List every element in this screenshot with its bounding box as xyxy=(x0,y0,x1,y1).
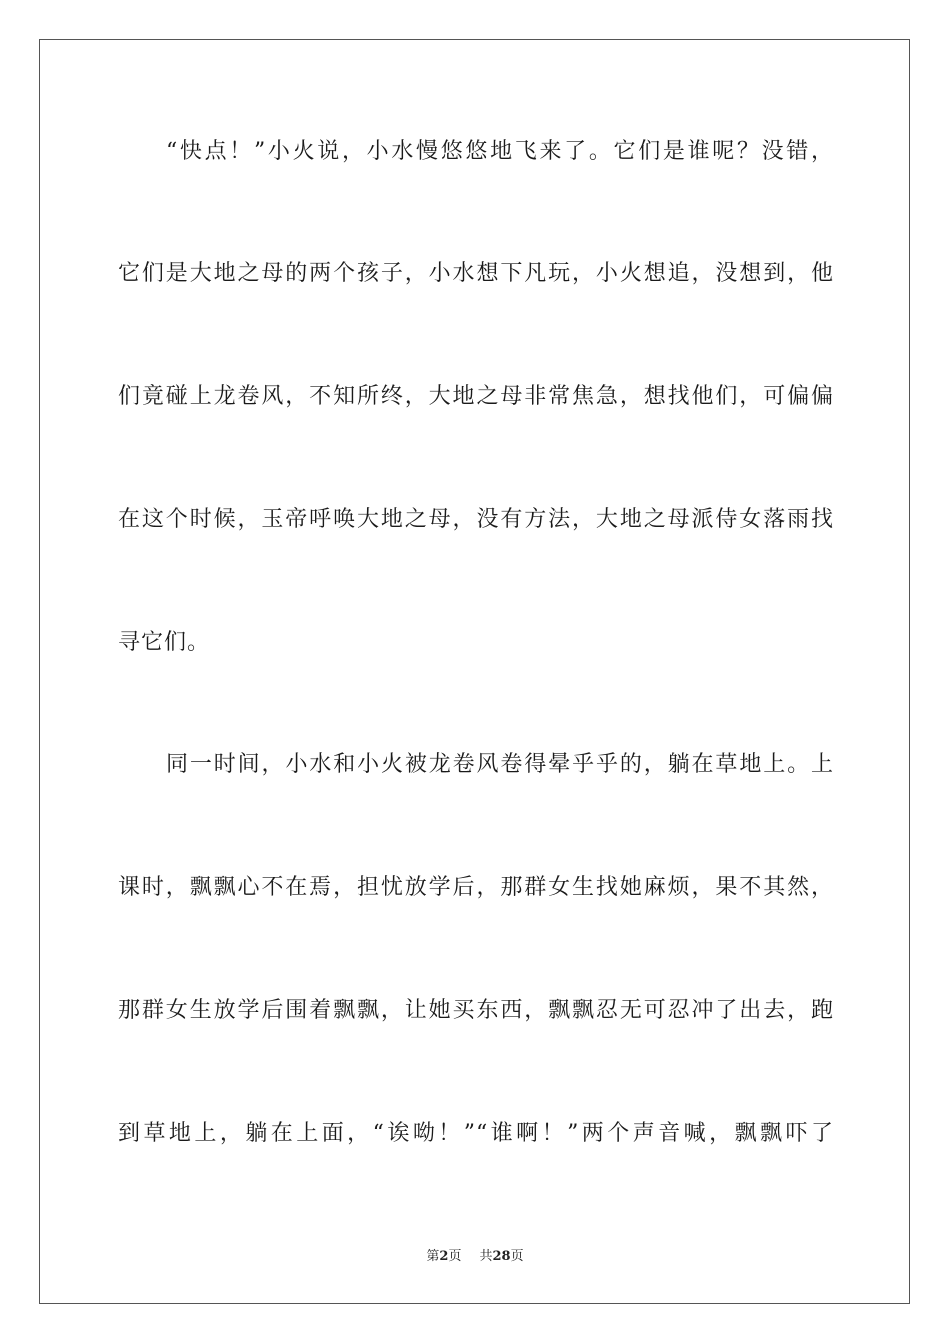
paragraph-1-line-1: “快点！”小火说，小水慢悠悠地飞来了。它们是谁呢？没错， xyxy=(166,139,834,164)
paragraph-1-line-3: 们竟碰上龙卷风，不知所终，大地之母非常焦急，想找他们，可偏偏 xyxy=(118,384,834,409)
page-border xyxy=(39,39,910,1304)
footer-total-prefix: 共 xyxy=(479,1249,493,1264)
paragraph-1-line-4: 在这个时候，玉帝呼唤大地之母，没有方法，大地之母派侍女落雨找 xyxy=(118,507,834,532)
footer-page-suffix: 页 xyxy=(448,1249,462,1264)
paragraph-2-line-3: 那群女生放学后围着飘飘，让她买东西，飘飘忍无可忍冲了出去，跑 xyxy=(118,998,834,1023)
paragraph-2-line-2: 课时，飘飘心不在焉，担忧放学后，那群女生找她麻烦，果不其然， xyxy=(118,875,834,900)
footer-total-pages: 28 xyxy=(492,1249,511,1264)
footer-page-number: 2 xyxy=(439,1249,449,1264)
paragraph-2-line-1: 同一时间，小水和小火被龙卷风卷得晕乎乎的，躺在草地上。上 xyxy=(166,752,834,777)
paragraph-2-line-4: 到草地上，躺在上面，“诶呦！”“谁啊！”两个声音喊，飘飘吓了 xyxy=(118,1121,834,1146)
page-footer xyxy=(0,1248,950,1266)
paragraph-1-line-5: 寻它们。 xyxy=(118,630,211,655)
footer-total-suffix: 页 xyxy=(510,1249,524,1264)
paragraph-1-line-2: 它们是大地之母的两个孩子，小水想下凡玩，小火想追，没想到，他 xyxy=(118,261,834,286)
footer-page-prefix: 第 xyxy=(426,1249,440,1264)
